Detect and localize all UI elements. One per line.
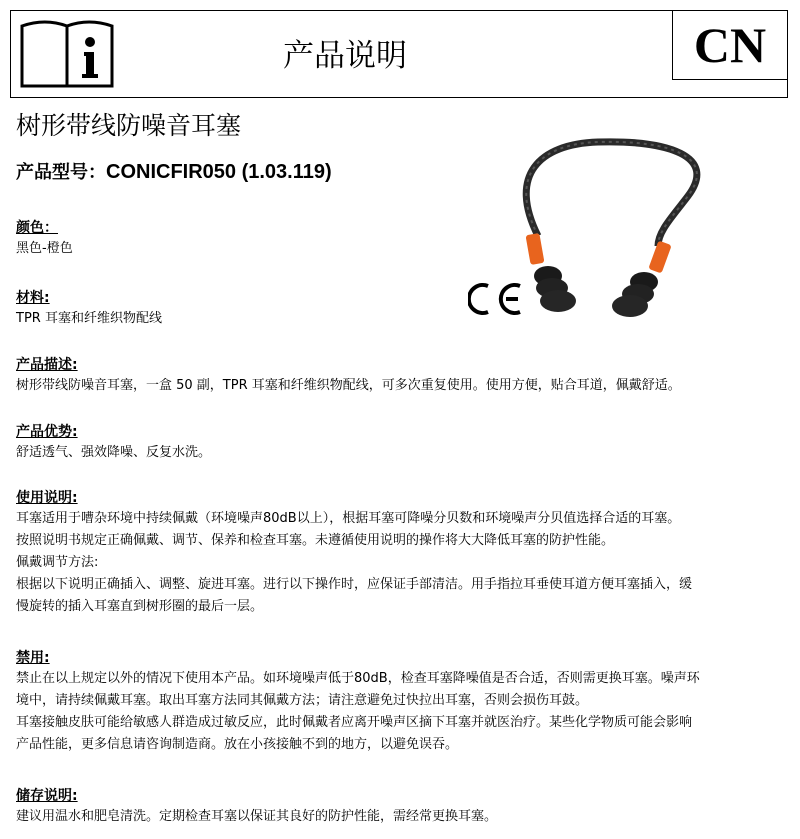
page-title: 产品说明 [283, 38, 407, 74]
section-advantages [16, 422, 786, 464]
language-code-badge: CN [672, 10, 788, 80]
model-code: CONICFIR050 (1.03.119) [106, 161, 332, 183]
section-color [16, 218, 786, 260]
section-material [16, 288, 786, 330]
product-name: 树形带线防噪音耳塞 [16, 111, 242, 140]
section-heading: 产品描述: [16, 357, 78, 373]
section-line: 耳塞适用于嘈杂环境中持续佩戴（环境噪声80dB以上），根据耳塞可降噪分贝数和环境噪声分贝值选择合适的耳塞。 [16, 511, 681, 526]
section-line: 树形带线防噪音耳塞，一盒 50 副，TPR 耳塞和纤维织物配线，可多次重复使用。使用方便，贴合耳道，佩戴舒适。 [16, 378, 681, 393]
section-line: 境中，请持续佩戴耳塞。取出耳塞方法同其佩戴方法；请注意避免过快拉出耳塞，否则会损伤耳鼓。 [16, 693, 589, 708]
section-line: 慢旋转的插入耳塞直到树形圈的最后一层。 [16, 599, 264, 614]
section-prohibited [16, 648, 786, 756]
section-heading: 储存说明: [16, 788, 78, 804]
section-line: 建议用温水和肥皂清洗。定期检查耳塞以保证其良好的防护性能，需经常更换耳塞。 [16, 809, 498, 824]
section-line: 黑色-橙色 [16, 241, 73, 256]
section-heading: 颜色： [16, 220, 58, 236]
section-line: 耳塞接触皮肤可能给敏感人群造成过敏反应，此时佩戴者应离开噪声区摘下耳塞并就医治疗。某些化学物质可能会影响 [16, 715, 693, 730]
section-line: 按照说明书规定正确佩戴、调节、保养和检查耳塞。未遵循使用说明的操作将大大降低耳塞的防护性能。 [16, 533, 615, 548]
section-line: 佩戴调节方法: [16, 555, 99, 570]
section-line: 舒适透气、强效降噪、反复水洗。 [16, 445, 212, 460]
section-usage [16, 488, 786, 618]
section-heading: 使用说明: [16, 490, 78, 506]
model-label: 产品型号： [16, 162, 106, 183]
section-line: 产品性能，更多信息请咨询制造商。放在小孩接触不到的地方，以避免误吞。 [16, 737, 459, 752]
section-line: 禁止在以上规定以外的情况下使用本产品。如环境噪声低于80dB，检查耳塞降噪值是否合适，否则需更换耳塞。噪声环 [16, 671, 700, 686]
section-heading: 禁用: [16, 650, 50, 666]
model-line [16, 158, 332, 187]
section-description [16, 355, 786, 397]
section-heading: 材料: [16, 290, 50, 306]
section-line: 根据以下说明正确插入、调整、旋进耳塞。进行以下操作时，应保证手部清洁。用手指拉耳垂使耳道方便耳塞插入，缓 [16, 577, 693, 592]
section-heading: 产品优势: [16, 424, 78, 440]
section-storage [16, 786, 786, 828]
section-line: TPR 耳塞和纤维织物配线 [16, 311, 162, 326]
